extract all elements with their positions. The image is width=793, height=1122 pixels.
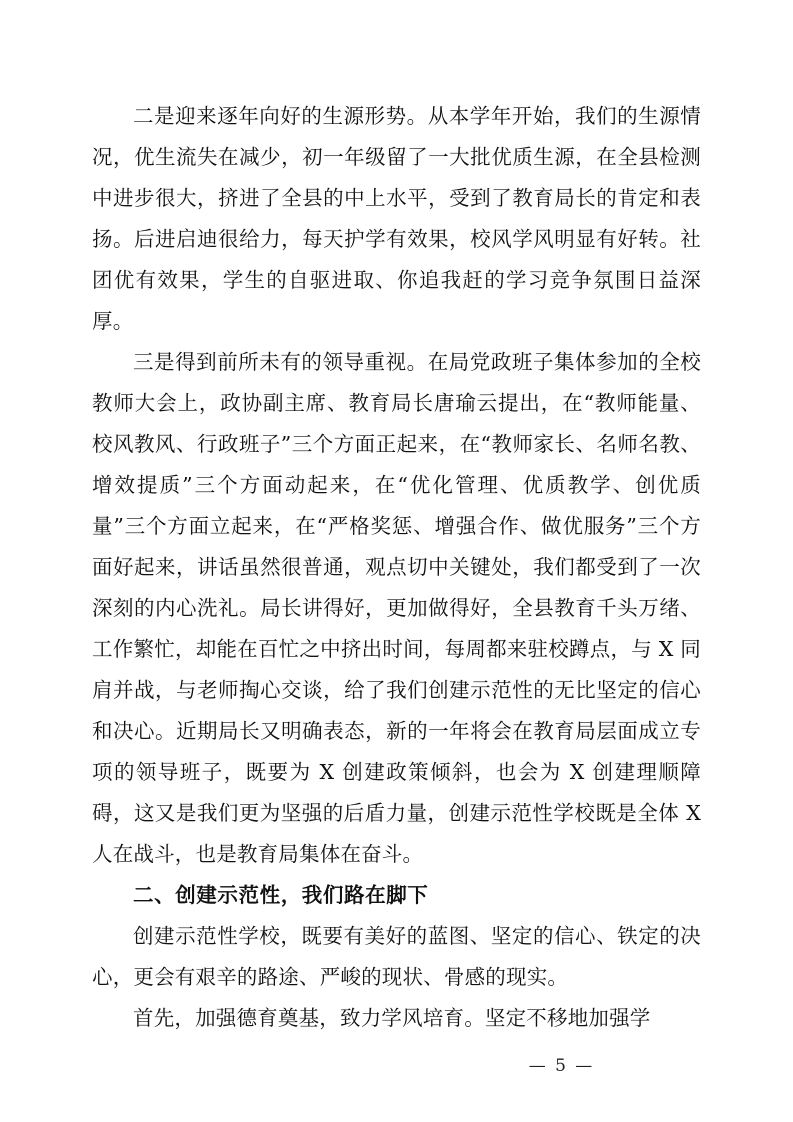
paragraph: 三是得到前所未有的领导重视。在局党政班子集体参加的全校教师大会上，政协副主席、教育局长唐瑜云提出，在“教师能量、校风教风、行政班子”三个方面正起来，在“教师家长、名师名教、增效提质”三个方面动起来，在“优化管理、优质教学、创优质量”三个方面立起来，在“严格奖惩、增强合作、做优服务”三个方面好起来，讲话虽然很普通，观点切中关键处，我们都受到了一次深刻的内心洗礼。局长讲得好，更加做得好，全县教育千头万绪、工作繁忙，却能在百忙之中挤出时间，每周都来驻校蹲点，与 X 同肩并战，与老师掏心交谈，给了我们创建示范性的无比坚定的信心和决心。近期局长又明确表态，新的一年将会在教育局层面成立专项的领导班子，既要为 X 创建政策倾斜，也会为 X 创建理顺障碍，这又是我们更为坚强的后盾力量，创建示范性学校既是全体 X 人在战斗，也是教育局集体在奋斗。 <box>92 350 701 866</box>
paragraph: 创建示范性学校，既要有美好的蓝图、坚定的信心、铁定的决心，更会有艰辛的路途、严峻的现状、骨感的现实。 <box>92 924 701 989</box>
section-heading: 二、创建示范性，我们路在脚下 <box>133 883 429 907</box>
paragraph: 首先，加强德育奠基，致力学风培育。坚定不移地加强学 <box>133 1006 651 1030</box>
page-footer <box>0 1056 793 1076</box>
paragraph: 二是迎来逐年向好的生源形势。从本学年开始，我们的生源情况，优生流失在减少，初一年级留了一大批优质生源，在全县检测中进步很大，挤进了全县的中上水平，受到了教育局长的肯定和表扬。后进启迪很给力，每天护学有效果，校风学风明显有好转。社团优有效果，学生的自驱进取、你追我赶的学习竞争氛围日益深厚。 <box>92 104 701 333</box>
document-body <box>92 96 701 1039</box>
page-number: — 5 — <box>528 1056 595 1076</box>
